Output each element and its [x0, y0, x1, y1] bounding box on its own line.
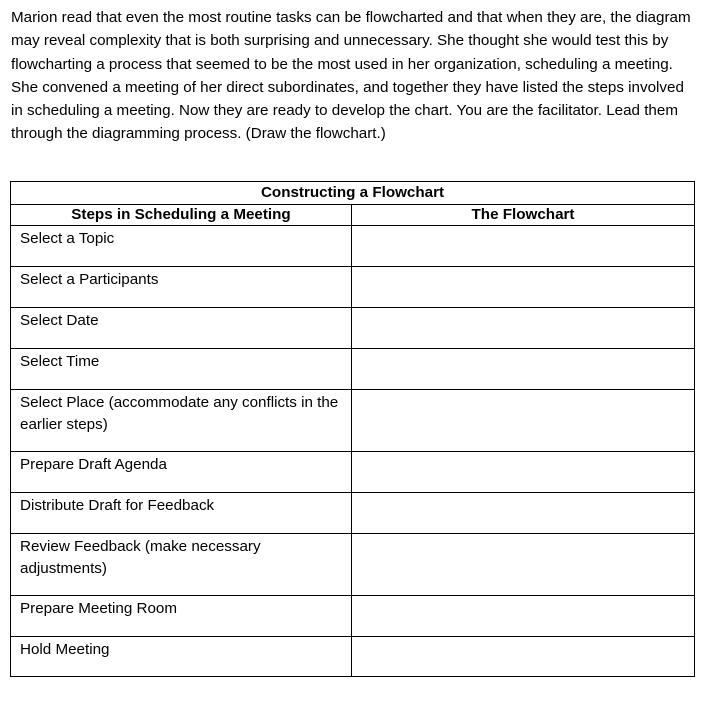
step-cell: Prepare Draft Agenda — [11, 452, 352, 493]
table-row — [11, 267, 695, 308]
flowchart-cell — [352, 349, 695, 390]
table-row — [11, 349, 695, 390]
flowchart-cell — [352, 596, 695, 637]
flowchart-cell — [352, 534, 695, 596]
table-row — [11, 534, 695, 596]
table-header-row — [11, 205, 695, 226]
table-row — [11, 452, 695, 493]
step-cell: Select Date — [11, 308, 352, 349]
step-cell: Distribute Draft for Feedback — [11, 493, 352, 534]
flowchart-cell — [352, 637, 695, 677]
flowchart-cell — [352, 390, 695, 452]
table-title-row — [11, 182, 695, 205]
step-cell: Select a Topic — [11, 226, 352, 267]
step-cell: Review Feedback (make necessary adjustments) — [11, 534, 352, 596]
table-row — [11, 493, 695, 534]
step-cell: Hold Meeting — [11, 637, 352, 677]
step-cell: Select Place (accommodate any conflicts in the earlier steps) — [11, 390, 352, 452]
table-title: Constructing a Flowchart — [11, 182, 695, 205]
flowchart-column-header: The Flowchart — [352, 205, 695, 226]
table-row — [11, 637, 695, 677]
table-row — [11, 596, 695, 637]
table-row — [11, 390, 695, 452]
flowchart-cell — [352, 493, 695, 534]
step-cell: Select Time — [11, 349, 352, 390]
flowchart-table — [10, 181, 695, 677]
flowchart-cell — [352, 452, 695, 493]
flowchart-cell — [352, 308, 695, 349]
steps-column-header: Steps in Scheduling a Meeting — [11, 205, 352, 226]
flowchart-cell — [352, 267, 695, 308]
step-cell: Prepare Meeting Room — [11, 596, 352, 637]
step-cell: Select a Participants — [11, 267, 352, 308]
intro-paragraph: Marion read that even the most routine tasks can be flowcharted and that when they are, the diagram may reveal complexity that is both surprising and unnecessary. She thought she would test this by flowcharting a process that seemed to be the most used in her organization, scheduling a meeting. She convened a meeting of her direct subordinates, and together they have listed the steps involved in scheduling a meeting. Now they are ready to develop the chart. You are the facilitator. Lead them through the diagramming process. (Draw the flowchart.) — [11, 9, 691, 143]
table-row — [11, 308, 695, 349]
flowchart-cell — [352, 226, 695, 267]
table-row — [11, 226, 695, 267]
